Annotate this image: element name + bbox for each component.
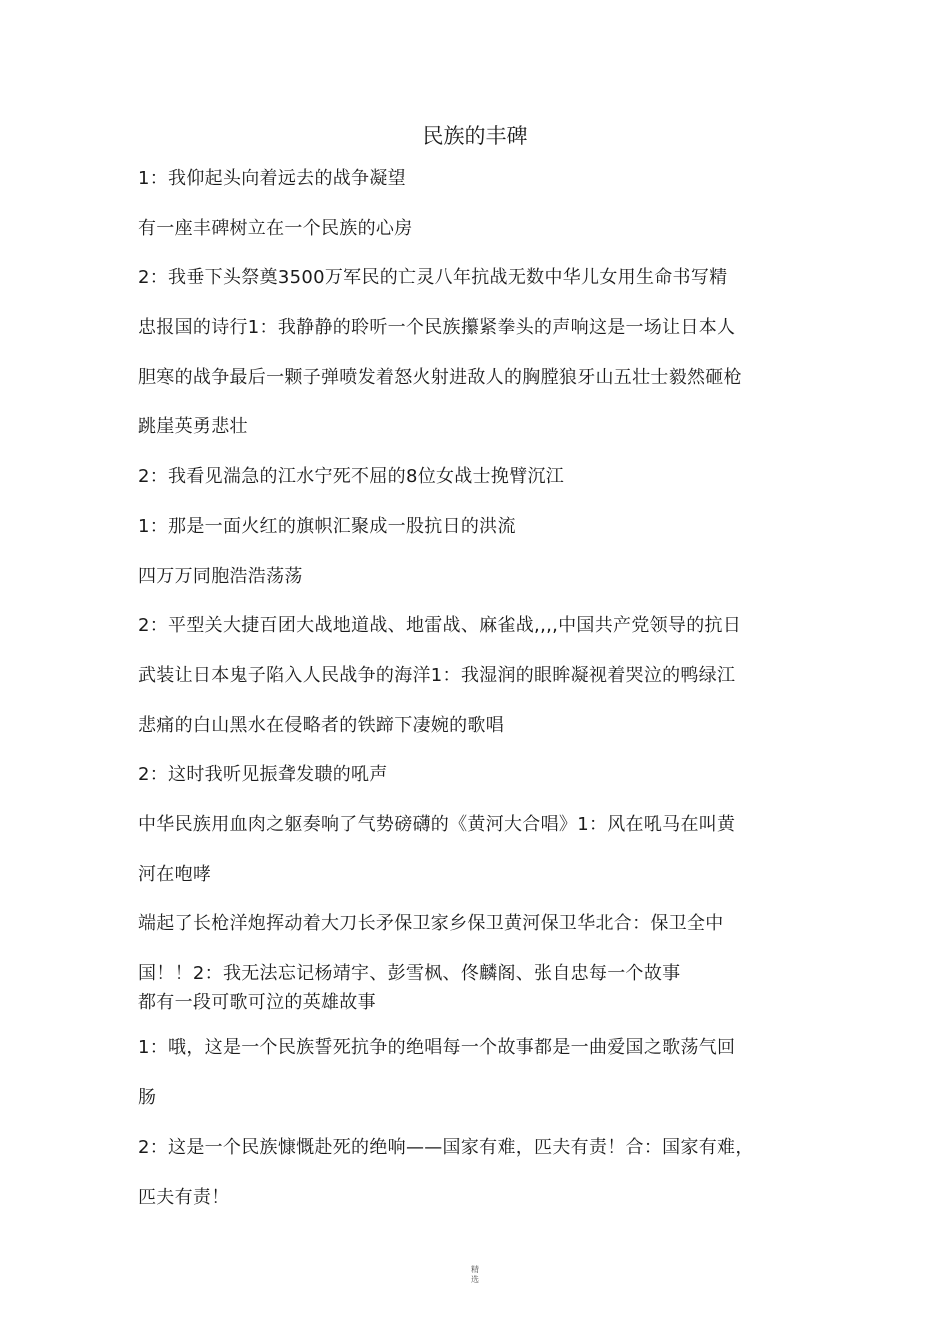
text-line: 2：平型关大捷百团大战地道战、地雷战、麻雀战,,,,中国共产党领导的抗日 [138, 615, 742, 636]
text-line: 中华民族用血肉之躯奏响了气势磅礴的《黄河大合唱》1：风在吼马在叫黄 [138, 814, 736, 835]
text-line: 2：我垂下头祭奠3500万军民的亡灵八年抗战无数中华儿女用生命书写精 [138, 267, 728, 288]
text-line: 四万万同胞浩浩荡荡 [138, 566, 303, 587]
text-line: 胆寒的战争最后一颗子弹喷发着怒火射进敌人的胸膛狼牙山五壮士毅然砸枪 [138, 367, 742, 388]
text-line: 都有一段可歌可泣的英雄故事 [138, 992, 376, 1013]
text-line: 2：我看见湍急的江水宁死不屈的8位女战士挽臂沉江 [138, 466, 565, 487]
text-line: 河在咆哮 [138, 864, 212, 885]
text-line: 悲痛的白山黑水在侵略者的铁蹄下凄婉的歌唱 [138, 715, 504, 736]
text-line: 1：那是一面火红的旗帜汇聚成一股抗日的洪流 [138, 516, 516, 537]
text-line: 国！！2：我无法忘记杨靖宇、彭雪枫、佟麟阁、张自忠每一个故事 [138, 963, 681, 984]
text-line: 2：这是一个民族慷慨赴死的绝响——国家有难，匹夫有责！合：国家有难， [138, 1137, 754, 1158]
text-line: 匹夫有责！ [138, 1187, 230, 1208]
text-line: 2：这时我听见振聋发聩的吼声 [138, 764, 388, 785]
text-line: 1：我仰起头向着远去的战争凝望 [138, 168, 406, 189]
text-line: 跳崖英勇悲壮 [138, 416, 248, 437]
document-title: 民族的丰碑 [422, 124, 528, 148]
text-line: 端起了长枪洋炮挥动着大刀长矛保卫家乡保卫黄河保卫华北合：保卫全中 [138, 913, 724, 934]
text-line: 忠报国的诗行1：我静静的聆听一个民族攥紧拳头的声响这是一场让日本人 [138, 317, 736, 338]
footer-char: 选 [471, 1275, 479, 1284]
footer-char: 精 [471, 1265, 479, 1274]
text-line: 有一座丰碑树立在一个民族的心房 [138, 218, 413, 239]
page-footer [0, 1265, 950, 1285]
text-line: 武装让日本鬼子陷入人民战争的海洋1：我湿润的眼眸凝视着哭泣的鸭绿江 [138, 665, 736, 686]
text-line: 1：哦，这是一个民族誓死抗争的绝唱每一个故事都是一曲爱国之歌荡气回 [138, 1037, 736, 1058]
text-line: 肠 [138, 1087, 157, 1108]
